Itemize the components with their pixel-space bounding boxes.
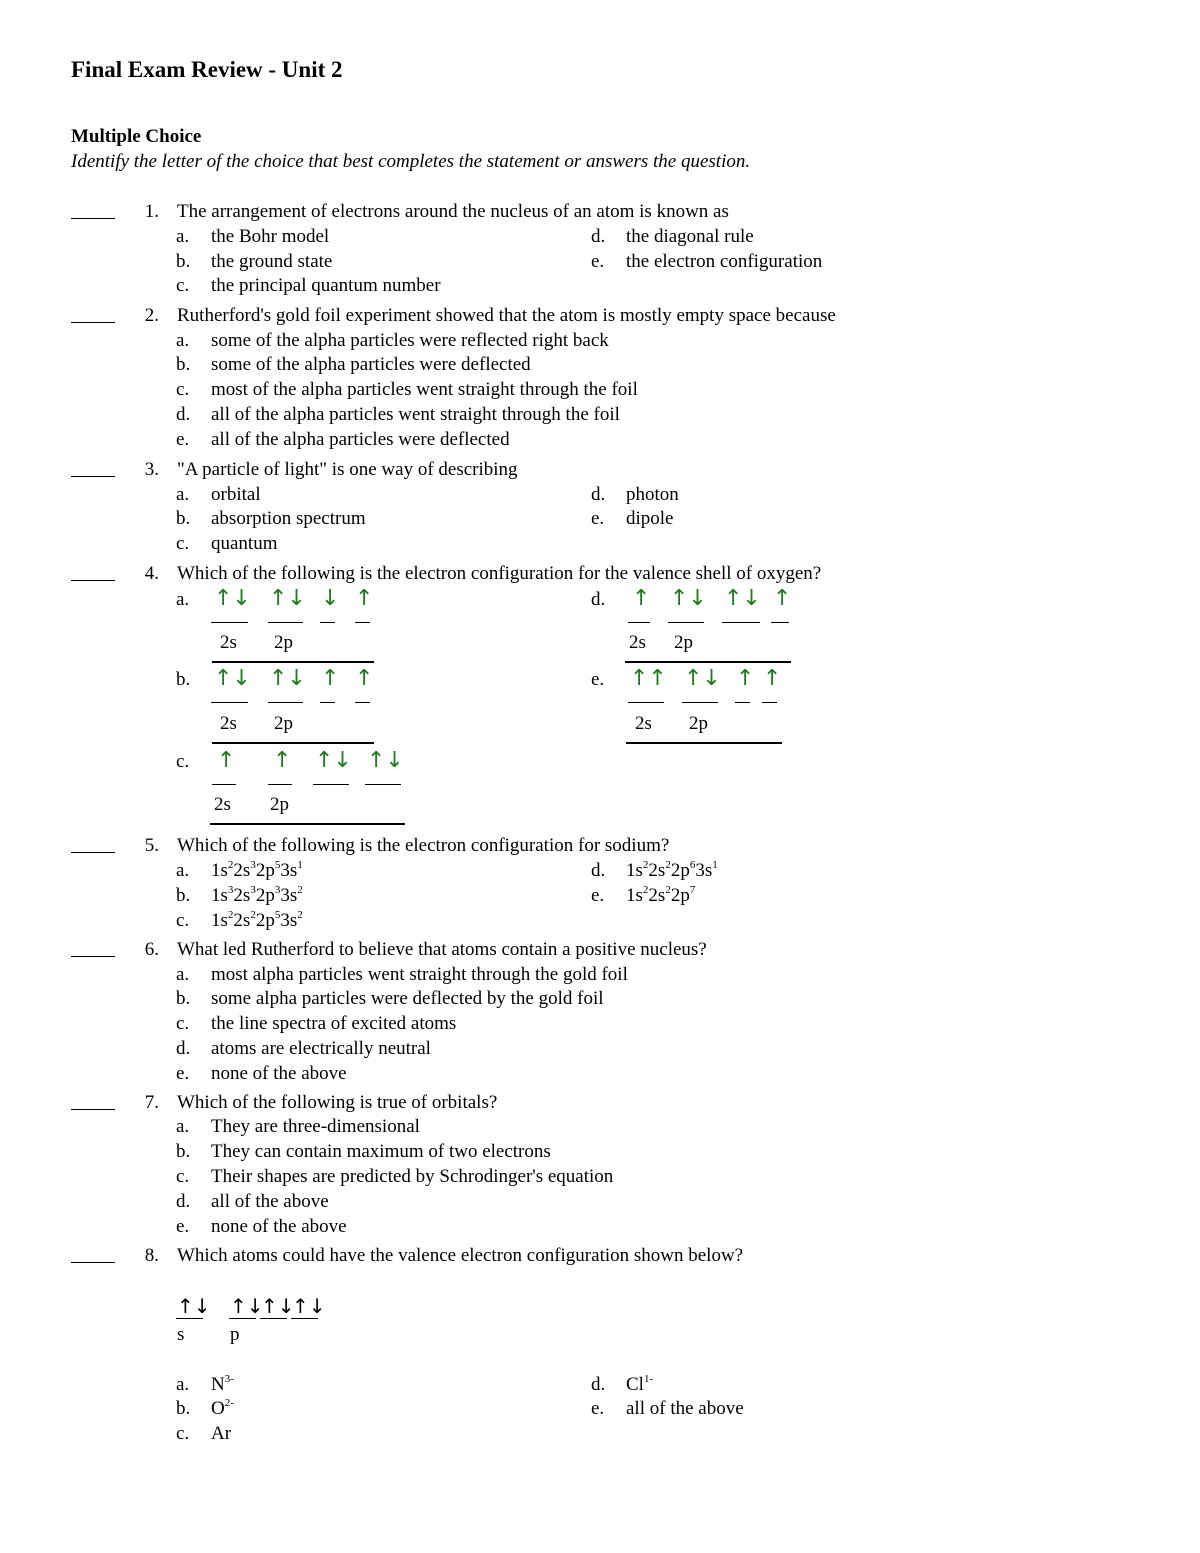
config-term: 3s	[280, 860, 298, 881]
choice-letter: c.	[176, 1423, 190, 1444]
answer-blank[interactable]	[71, 476, 115, 477]
choice-letter: b.	[176, 1398, 191, 1419]
choice-text: atoms are electrically neutral	[211, 1038, 431, 1059]
choice-letter: d.	[591, 860, 606, 881]
orbital-line	[771, 622, 789, 623]
orbital-label-2p: 2p	[270, 794, 289, 815]
question-text: The arrangement of electrons around the nucleus of an atom is known as	[177, 201, 729, 222]
choice-letter: b.	[176, 1141, 191, 1162]
orbital-line	[365, 784, 401, 785]
ion-formula	[211, 1399, 234, 1418]
orbital-box-arrows: ↑↑	[630, 666, 667, 691]
orbital-line	[762, 702, 777, 703]
config-exponent: 2	[665, 884, 671, 896]
answer-blank[interactable]	[71, 1262, 115, 1263]
orbital-line	[320, 702, 335, 703]
orbital-line	[176, 1318, 203, 1319]
config-term: 2p	[670, 885, 690, 906]
electron-configuration	[626, 861, 718, 880]
config-term: 2s	[648, 885, 666, 906]
orbital-line	[291, 1318, 318, 1319]
orbital-label-2p: 2p	[274, 713, 293, 734]
ion-symbol: all of the above	[626, 1398, 744, 1419]
ion-formula	[626, 1375, 653, 1394]
orbital-line	[682, 702, 718, 703]
choice-letter: a.	[176, 964, 190, 985]
answer-blank[interactable]	[71, 852, 115, 853]
orbital-label-2s: 2s	[629, 632, 646, 653]
orbital-line	[211, 622, 248, 623]
choice-text: They are three-dimensional	[211, 1116, 420, 1137]
orbital-line	[735, 702, 750, 703]
config-term: 2p	[255, 885, 275, 906]
question-number: 5.	[144, 835, 159, 856]
choice-text: none of the above	[211, 1216, 347, 1237]
choice-letter: b.	[176, 251, 191, 272]
ion-symbol: O	[211, 1398, 225, 1419]
question-text: What led Rutherford to believe that atoms contain a positive nucleus?	[177, 939, 707, 960]
choice-text: all of the alpha particles were deflected	[211, 429, 510, 450]
electron-configuration	[211, 911, 303, 930]
orbital-box-arrows: ↑	[273, 748, 292, 773]
choice-text: some of the alpha particles were deflected	[211, 354, 531, 375]
question-number: 7.	[144, 1092, 159, 1113]
choice-letter: a.	[176, 226, 190, 247]
choice-letter: d.	[176, 404, 191, 425]
choice-letter: c.	[176, 1166, 190, 1187]
ion-charge: 3-	[224, 1373, 234, 1385]
orbital-label-s: s	[177, 1324, 185, 1345]
choice-text: the principal quantum number	[211, 275, 441, 296]
orbital-label-2p: 2p	[689, 713, 708, 734]
config-term: 3s	[280, 885, 298, 906]
ion-charge: 1-	[643, 1373, 654, 1385]
choice-text: the Bohr model	[211, 226, 330, 247]
choice-letter: d.	[591, 226, 606, 247]
choice-letter: b.	[176, 885, 191, 906]
config-term: 1s	[211, 885, 228, 906]
config-term: 1s	[626, 885, 643, 906]
config-term: 2s	[233, 885, 251, 906]
orbital-line	[722, 622, 760, 623]
question-text: Which of the following is the electron configuration for the valence shell of oxygen?	[177, 563, 822, 584]
config-exponent: 2	[250, 909, 256, 921]
choice-letter: d.	[591, 1374, 606, 1395]
config-exponent: 2	[297, 884, 303, 896]
orbital-line	[628, 702, 664, 703]
question-number: 3.	[144, 459, 159, 480]
config-term: 2p	[670, 860, 690, 881]
choice-letter: e.	[591, 508, 605, 529]
answer-blank[interactable]	[71, 1109, 115, 1110]
choice-letter: a.	[176, 860, 190, 881]
config-exponent: 3	[274, 884, 281, 896]
choice-letter: e.	[176, 429, 190, 450]
orbital-box-arrows: ↑↓	[269, 586, 306, 611]
orbital-label-2p: 2p	[674, 632, 693, 653]
orbital-line	[320, 622, 335, 623]
orbital-box-arrows: ↑↓	[214, 666, 251, 691]
choice-text: dipole	[626, 508, 674, 529]
choice-letter: c.	[176, 751, 190, 772]
choice-text: the electron configuration	[626, 251, 823, 272]
section-heading: Multiple Choice	[71, 126, 202, 147]
electron-configuration	[626, 886, 695, 905]
question-text: Which of the following is the electron configuration for sodium?	[177, 835, 670, 856]
orbital-line	[212, 784, 236, 785]
orbital-line	[628, 622, 650, 623]
choice-letter: e.	[176, 1216, 190, 1237]
orbital-label-2s: 2s	[220, 632, 237, 653]
config-term: 1s	[211, 860, 228, 881]
orbital-box-arrows: ↑↓	[230, 1294, 264, 1318]
config-term: 2s	[233, 860, 251, 881]
orbital-line	[313, 784, 349, 785]
answer-blank[interactable]	[71, 322, 115, 323]
orbital-box-arrows: ↑↓	[177, 1294, 211, 1318]
choice-letter: e.	[176, 1063, 190, 1084]
question-number: 6.	[144, 939, 159, 960]
choice-letter: e.	[591, 885, 605, 906]
orbital-box-arrows: ↑↓	[292, 1294, 326, 1318]
question-number: 4.	[144, 563, 159, 584]
orbital-line	[211, 702, 248, 703]
orbital-box-arrows: ↑↓	[261, 1294, 295, 1318]
orbital-line	[268, 622, 303, 623]
config-term: 2p	[255, 860, 275, 881]
config-exponent: 1	[712, 859, 718, 871]
choice-letter: c.	[176, 379, 190, 400]
orbital-line	[355, 622, 370, 623]
ion-symbol: Cl	[626, 1374, 644, 1395]
choice-text: quantum	[211, 533, 278, 554]
page-title: Final Exam Review - Unit 2	[71, 57, 343, 82]
orbital-box-arrows: ↑	[217, 748, 236, 773]
choice-text: Their shapes are predicted by Schrodinger's equation	[211, 1166, 614, 1187]
choice-text: some of the alpha particles were reflected right back	[211, 330, 609, 351]
ion-formula	[211, 1375, 234, 1394]
choice-letter: c.	[176, 910, 190, 931]
choice-text: the diagonal rule	[626, 226, 754, 247]
divider-line	[626, 742, 782, 744]
instructions: Identify the letter of the choice that best completes the statement or answers the question.	[71, 151, 751, 172]
orbital-box-arrows: ↑↓	[724, 586, 761, 611]
config-term: 2s	[648, 860, 666, 881]
divider-line	[212, 661, 374, 663]
choice-letter: d.	[591, 484, 606, 505]
choice-letter: c.	[176, 1013, 190, 1034]
answer-blank[interactable]	[71, 956, 115, 957]
orbital-box-arrows: ↑↓	[670, 586, 707, 611]
config-term: 2p	[255, 910, 275, 931]
choice-letter: a.	[176, 1116, 190, 1137]
question-text: "A particle of light" is one way of describing	[177, 459, 518, 480]
choice-text: some alpha particles were deflected by the gold foil	[211, 988, 604, 1009]
choice-letter: e.	[591, 1398, 605, 1419]
choice-text: most alpha particles went straight through the gold foil	[211, 964, 628, 985]
ion-symbol: Ar	[211, 1423, 232, 1444]
choice-letter: d.	[176, 1038, 191, 1059]
choice-letter: b.	[176, 669, 191, 690]
divider-line	[210, 823, 405, 825]
choice-letter: b.	[176, 354, 191, 375]
orbital-box-arrows: ↑	[355, 586, 374, 611]
choice-letter: a.	[176, 484, 190, 505]
orbital-box-arrows: ↓	[321, 586, 340, 611]
choice-text: They can contain maximum of two electrons	[211, 1141, 551, 1162]
config-exponent: 7	[689, 884, 696, 896]
divider-line	[212, 742, 374, 744]
choice-text: most of the alpha particles went straight through the foil	[211, 379, 638, 400]
choice-text: the line spectra of excited atoms	[211, 1013, 457, 1034]
config-term: 1s	[626, 860, 643, 881]
orbital-line	[229, 1318, 256, 1319]
choice-letter: a.	[176, 589, 190, 610]
orbital-line	[268, 702, 303, 703]
choice-text: the ground state	[211, 251, 333, 272]
question-number: 8.	[144, 1245, 159, 1266]
orbital-box-arrows: ↑↓	[684, 666, 721, 691]
orbital-box-arrows: ↑	[736, 666, 755, 691]
question-text: Which of the following is true of orbitals?	[177, 1092, 498, 1113]
config-term: 1s	[211, 910, 228, 931]
config-exponent: 2	[665, 859, 671, 871]
config-term: 3s	[695, 860, 713, 881]
config-term: 3s	[280, 910, 298, 931]
orbital-box-arrows: ↑↓	[214, 586, 251, 611]
choice-letter: e.	[591, 251, 605, 272]
ion-formula	[626, 1399, 744, 1418]
choice-letter: d.	[591, 589, 606, 610]
config-exponent: 3	[227, 884, 234, 896]
config-exponent: 3	[250, 859, 256, 871]
choice-letter: c.	[176, 275, 190, 296]
choice-letter: b.	[176, 988, 191, 1009]
orbital-label-2s: 2s	[635, 713, 652, 734]
orbital-box-arrows: ↑	[321, 666, 340, 691]
config-exponent: 2	[642, 859, 649, 871]
orbital-label-2s: 2s	[214, 794, 231, 815]
orbital-line	[355, 702, 370, 703]
config-exponent: 1	[297, 859, 303, 871]
orbital-line	[668, 622, 704, 623]
ion-formula	[211, 1424, 231, 1443]
question-number: 2.	[144, 305, 159, 326]
config-exponent: 2	[297, 909, 303, 921]
config-exponent: 5	[274, 909, 281, 921]
question-number: 1.	[144, 201, 159, 222]
ion-symbol: N	[211, 1374, 225, 1395]
orbital-box-arrows: ↑↓	[315, 748, 352, 773]
orbital-line	[268, 784, 292, 785]
choice-text: absorption spectrum	[211, 508, 366, 529]
orbital-label-p: p	[230, 1324, 240, 1345]
choice-text: orbital	[211, 484, 261, 505]
config-exponent: 2	[642, 884, 649, 896]
question-text: Rutherford's gold foil experiment showed that the atom is mostly empty space because	[177, 305, 836, 326]
choice-text: all of the above	[211, 1191, 329, 1212]
question-text: Which atoms could have the valence electron configuration shown below?	[177, 1245, 744, 1266]
electron-configuration	[211, 861, 303, 880]
orbital-box-arrows: ↑	[773, 586, 792, 611]
answer-blank[interactable]	[71, 580, 115, 581]
config-term: 2s	[233, 910, 251, 931]
orbital-box-arrows: ↑	[632, 586, 651, 611]
orbital-label-2s: 2s	[220, 713, 237, 734]
choice-text: none of the above	[211, 1063, 347, 1084]
orbital-box-arrows: ↑↓	[367, 748, 404, 773]
choice-text: all of the alpha particles went straight through the foil	[211, 404, 620, 425]
choice-letter: d.	[176, 1191, 191, 1212]
orbital-box-arrows: ↑↓	[269, 666, 306, 691]
choice-letter: e.	[591, 669, 605, 690]
choice-letter: a.	[176, 1374, 190, 1395]
config-exponent: 5	[274, 859, 281, 871]
config-exponent: 2	[227, 909, 234, 921]
orbital-box-arrows: ↑	[355, 666, 374, 691]
electron-configuration	[211, 886, 303, 905]
config-exponent: 3	[250, 884, 256, 896]
orbital-line	[260, 1318, 287, 1319]
orbital-label-2p: 2p	[274, 632, 293, 653]
answer-blank[interactable]	[71, 218, 115, 219]
choice-letter: a.	[176, 330, 190, 351]
config-exponent: 6	[689, 859, 696, 871]
orbital-box-arrows: ↑	[763, 666, 782, 691]
divider-line	[625, 661, 791, 663]
config-exponent: 2	[227, 859, 234, 871]
choice-letter: b.	[176, 508, 191, 529]
choice-letter: c.	[176, 533, 190, 554]
choice-text: photon	[626, 484, 679, 505]
ion-charge: 2-	[224, 1397, 234, 1409]
